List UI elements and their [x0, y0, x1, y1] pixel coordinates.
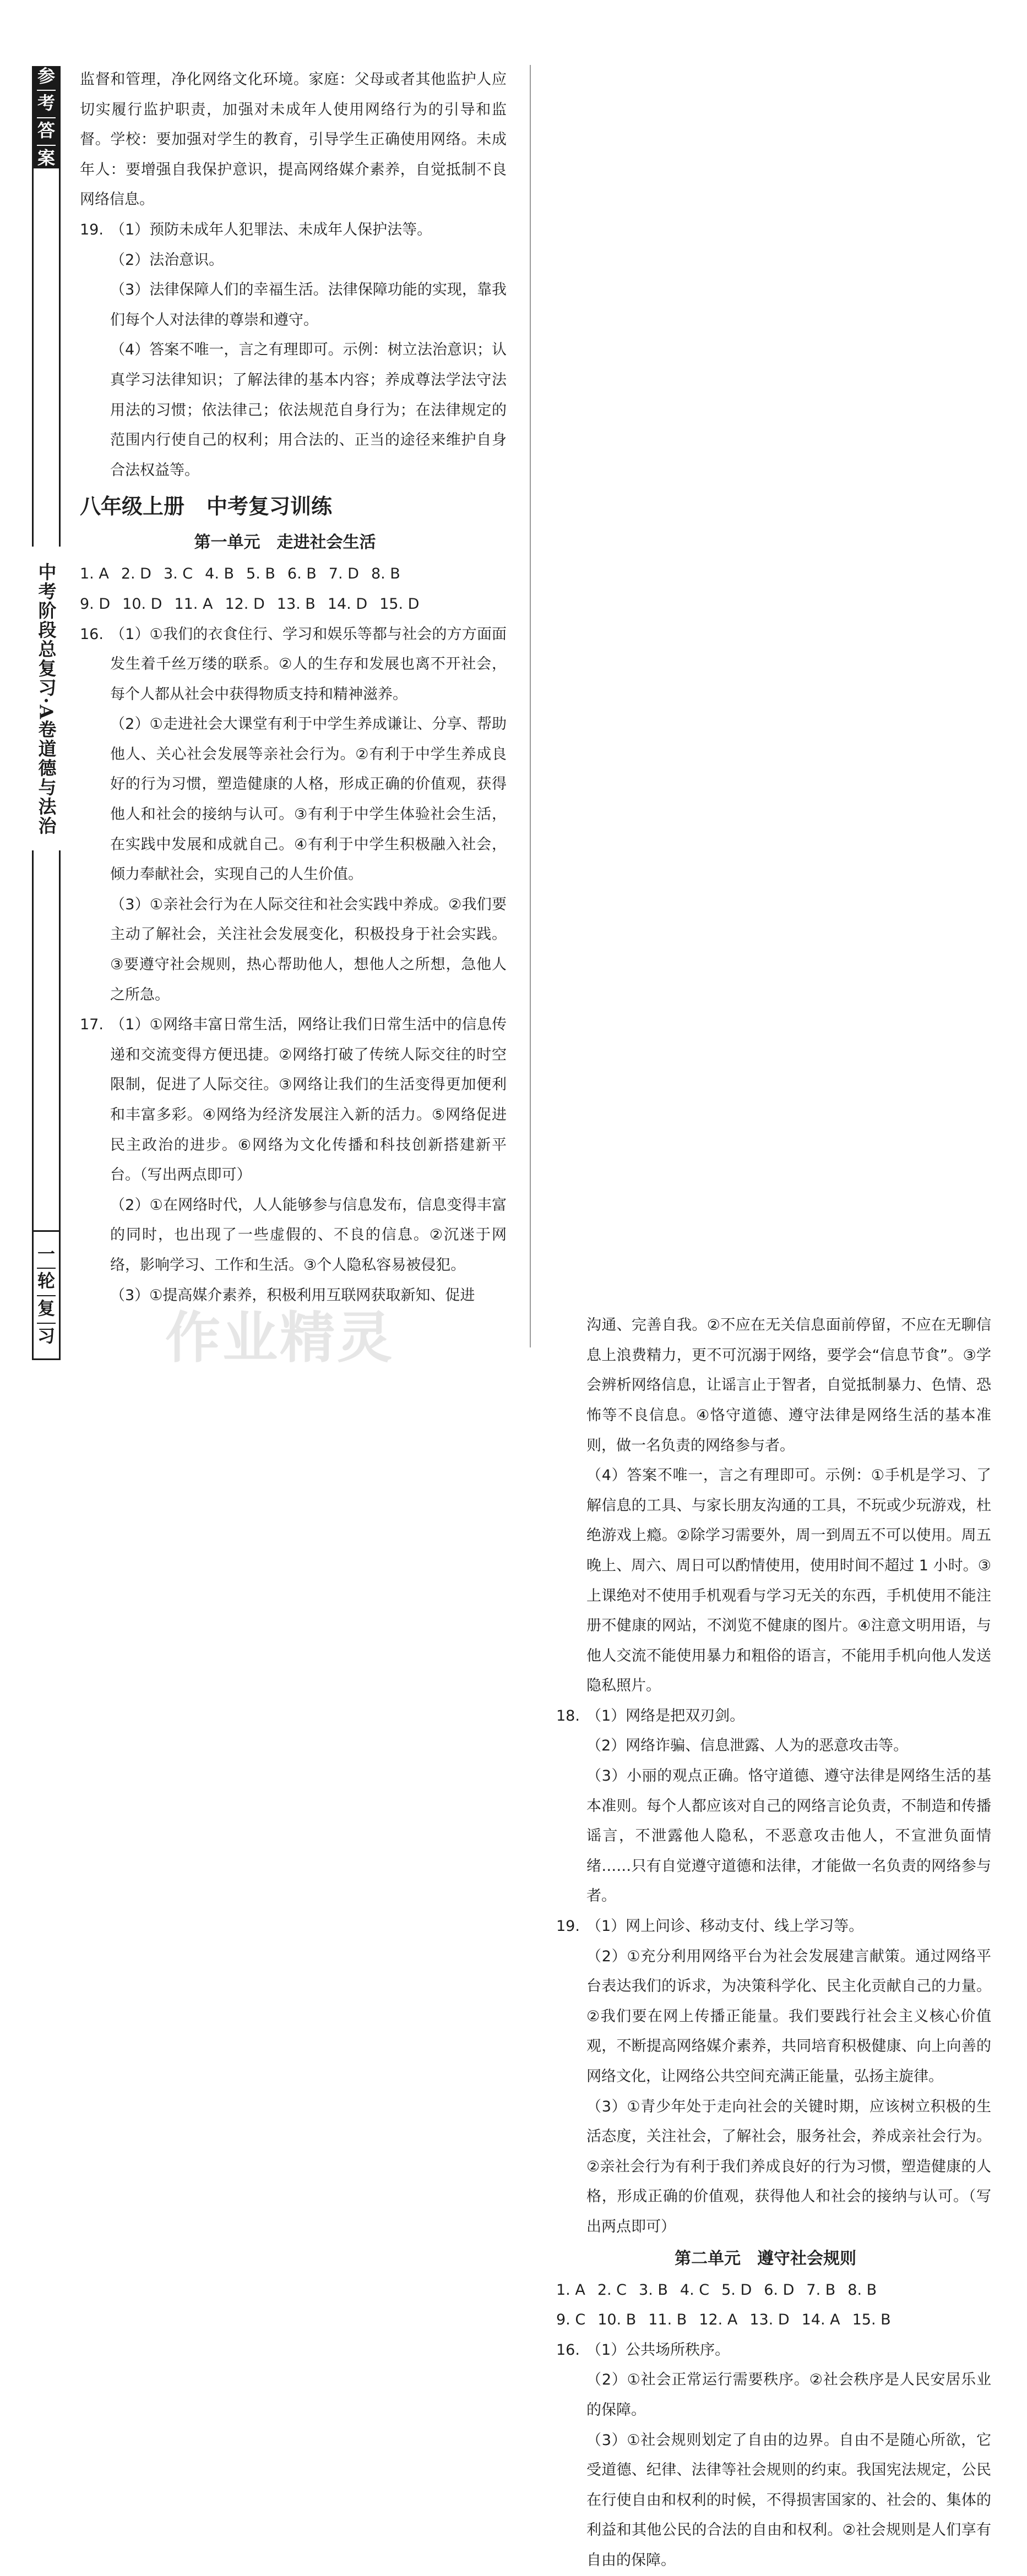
answer-part: （4）答案不唯一，言之有理即可。示例：①手机是学习、了解信息的工具、与家长朋友沟通的工具，不玩或少玩游戏，杜绝游戏上瘾。②除学习需要外，周一到周五不可以使用。周五晚上、周六、周日可以酌情使用，使用时间不超过 1 小时。③上课绝对不使用手机观看与学习无关的东西，手机使用不能注册不健康的网站，不浏览不健康的图片。④注意文明用语，与他人交流不能使用暴力和粗俗的语言，不能用手机向他人发送隐私照片。: [586, 1467, 991, 1695]
question-19: [80, 215, 507, 485]
choice-answer: 1. A: [556, 2281, 585, 2299]
tab-char: 一: [37, 1243, 55, 1264]
answers-tab: [32, 66, 61, 168]
choice-answer: 15. D: [379, 595, 420, 613]
choice-answer: 3. C: [163, 565, 193, 583]
choice-answer: 10. D: [122, 595, 162, 613]
choice-answer: 14. A: [801, 2311, 840, 2329]
answer-part: （4）答案不唯一，言之有理即可。示例：树立法治意识；认真学习法律知识；了解法律的基本内容；养成尊法学法守法用法的习惯；依法律己；依法规范自身行为；在法律规定的范围内行使自己的权利；用合法的、正当的途径来维护自身合法权益等。: [110, 341, 507, 479]
continued-paragraph: 沟通、完善自我。②不应在无关信息面前停留，不应在无聊信息上浪费精力，更不可沉溺于网络，要学会“信息节食”。③学会辨析网络信息，让谣言止于智者，自觉抵制暴力、色情、恐怖等不良信息。④恪守道德、遵守法律是网络生活的基本准则，做一名负责的网络参与者。: [586, 1317, 991, 1454]
answer-part: （2）①走进社会大课堂有利于中学生养成谦让、分享、帮助他人、关心社会发展等亲社会行为。②有利于中学生养成良好的行为习惯，塑造健康的人格，形成正确的价值观，获得他人和社会的接纳与认可。③有利于中学生体验社会生活，在实践中发展和成就自己。④有利于中学生积极融入社会，倾力奉献社会，实现自己的人生价值。: [110, 716, 507, 883]
answer-part: （3）①社会规则划定了自由的边界。自由不是随心所欲，它受道德、纪律、法律等社会规则的约束。我国宪法规定，公民在行使自由和权利的时候，不得损害国家的、社会的、集体的利益和其他公民的合法的自由和权利。②社会规则是人们享有自由的保障。: [586, 2431, 991, 2569]
answer-part: （1）①网络丰富日常生活，网络让我们日常生活中的信息传递和交流变得方便迅捷。②网络打破了传统人际交往的时空限制，促进了人际交往。③网络让我们的生活变得更加便利和丰富多彩。④网络为经济发展注入新的活力。⑤网络促进民主政治的进步。⑥网络为文化传播和科技创新搭建新平台。（写出两点即可）: [110, 1016, 507, 1184]
unit-heading: [80, 526, 507, 559]
intro-paragraph: 监督和管理，净化网络文化环境。家庭：父母或者其他监护人应切实履行监护职责，加强对未成年人使用网络行为的引导和监督。学校：要加强对学生的教育，引导学生正确使用网络。未成年人：要增强自我保护意识，提高网络媒介素养，自觉抵制不良网络信息。: [80, 71, 507, 209]
tab-char: 复: [37, 1295, 56, 1318]
choice-answer: 4. C: [680, 2281, 710, 2299]
series-title: [32, 550, 61, 848]
series-title-text: 中考阶段总复习·A卷道德与法治: [35, 562, 57, 836]
choice-answer: 12. A: [699, 2311, 738, 2329]
answer-part: （1）网络是把双刃剑。: [586, 1707, 745, 1724]
tab-char: 案: [37, 145, 56, 168]
choice-answer: 12. D: [225, 595, 265, 613]
choice-answer: 6. B: [287, 565, 317, 583]
question-number: 16.: [556, 2341, 580, 2359]
choice-answer: 8. B: [847, 2281, 877, 2299]
choice-answer: 5. B: [246, 565, 275, 583]
tab-char: 考: [37, 90, 56, 113]
answer-part: （3）①提高媒介素养，积极利用互联网获取新知、促进: [110, 1286, 475, 1304]
question-number: 16.: [80, 625, 104, 643]
answer-part: （3）法律保障人们的幸福生活。法律保障功能的实现，靠我们每个人对法律的尊崇和遵守。: [110, 281, 507, 329]
section-heading: [80, 487, 507, 526]
question-number: 17.: [80, 1016, 104, 1034]
choice-answer: 13. B: [276, 595, 316, 613]
section-name: 中考复习训练: [207, 494, 333, 519]
choice-answer: 3. B: [639, 2281, 668, 2299]
question-16: [556, 2335, 991, 2576]
unit-name: 走进社会生活: [276, 533, 376, 553]
answer-part: （3）①亲社会行为在人际交往和社会实践中养成。②我们要主动了解社会，关注社会发展变化，积极投身于社会实践。③要遵守社会规则，热心帮助他人，想他人之所想，急他人之所急。: [110, 896, 507, 1003]
answer-part: （3）小丽的观点正确。恪守道德、遵守法律是网络生活的基本准则。每个人都应该对自己的网络言论负责，不制造和传播谣言，不泄露他人隐私，不恶意攻击他人，不宣泄负面情绪……只有自觉遵守道德和法律，才能做一名负责的网络参与者。: [586, 1767, 991, 1905]
choice-answer: 7. D: [328, 565, 359, 583]
unit-heading: [556, 2242, 991, 2275]
column-divider: [530, 65, 531, 1347]
first-round-review-tab: [32, 1230, 61, 1360]
unit-label: 第二单元: [675, 2248, 741, 2268]
choice-answer: 8. B: [371, 565, 400, 583]
answer-part: （1）公共场所秩序。: [586, 2341, 730, 2359]
sidebar-rail: [32, 850, 61, 1230]
answer-part: （1）①我们的衣食住行、学习和娱乐等都与社会的方方面面发生着千丝万缕的联系。②人的生存和发展也离不开社会，每个人都从社会中获得物质支持和精神滋养。: [110, 625, 507, 703]
choice-answer: 15. B: [852, 2311, 891, 2329]
left-column: [80, 65, 507, 1311]
choice-answers-row: [556, 2275, 991, 2306]
choice-answer: 14. D: [327, 595, 368, 613]
tab-char: 答: [37, 117, 56, 140]
answer-part: （2）①充分利用网络平台为社会发展建言献策。通过网络平台表达我们的诉求，为决策科学化、民主化贡献自己的力量。②我们要在网上传播正能量。我们要践行社会主义核心价值观，不断提高网络媒介素养，共同培育积极健康、向上向善的网络文化，让网络公共空间充满正能量，弘扬主旋律。: [586, 1947, 991, 2085]
question-19: [556, 1912, 991, 2242]
choice-answers-row: [556, 2305, 991, 2335]
question-number: 19.: [80, 221, 104, 238]
choice-answer: 9. D: [80, 595, 111, 613]
choice-answer: 1. A: [80, 565, 109, 583]
question-17: [80, 1010, 507, 1311]
choice-answer: 4. B: [205, 565, 235, 583]
choice-answer: 2. C: [597, 2281, 627, 2299]
tab-char: 习: [37, 1323, 56, 1346]
watermark: 作业精灵: [165, 1306, 394, 1370]
choice-answer: 6. D: [764, 2281, 795, 2299]
answer-part: （2）①社会正常运行需要秩序。②社会秩序是人民安居乐业的保障。: [586, 2371, 991, 2419]
choice-answer: 11. A: [174, 595, 213, 613]
unit-label: 第一单元: [194, 533, 260, 553]
choice-answer: 10. B: [597, 2311, 637, 2329]
answer-part: （1）网上问诊、移动支付、线上学习等。: [586, 1918, 864, 1935]
question-18: [556, 1701, 991, 1912]
tab-char: 参: [37, 65, 55, 86]
answer-part: （3）①青少年处于走向社会的关键时期，应该树立积极的生活态度，关注社会，了解社会，服务社会，养成亲社会行为。②亲社会行为有利于我们养成良好的行为习惯，塑造健康的人格，形成正确的价值观，获得他人和社会的接纳与认可。（写出两点即可）: [586, 2098, 991, 2235]
answer-part: （2）网络诈骗、信息泄露、人为的恶意攻击等。: [586, 1737, 909, 1755]
question-number: 19.: [556, 1918, 580, 1935]
choice-answer: 13. D: [749, 2311, 790, 2329]
question-number: 18.: [556, 1707, 580, 1724]
sidebar-rail: [32, 167, 61, 547]
choice-answers-row: [80, 559, 507, 590]
choice-answer: 2. D: [121, 565, 151, 583]
choice-answer: 7. B: [806, 2281, 836, 2299]
tab-char: 轮: [37, 1268, 56, 1291]
choice-answer: 9. C: [556, 2311, 586, 2329]
answer-part: （2）法治意识。: [110, 251, 224, 269]
answer-part: （1）预防未成年人犯罪法、未成年人保护法等。: [110, 221, 432, 238]
choice-answer: 5. D: [721, 2281, 752, 2299]
unit-name: 遵守社会规则: [757, 2248, 856, 2268]
choice-answer: 11. B: [648, 2311, 687, 2329]
question-16: [80, 620, 507, 1011]
right-column: [556, 1311, 991, 2575]
answer-part: （2）①在网络时代，人人能够参与信息发布，信息变得丰富的同时，也出现了一些虚假的、不良的信息。②沉迷于网络，影响学习、工作和生活。③个人隐私容易被侵犯。: [110, 1196, 507, 1274]
choice-answers-row: [80, 590, 507, 620]
section-grade: 八年级上册: [80, 494, 185, 519]
